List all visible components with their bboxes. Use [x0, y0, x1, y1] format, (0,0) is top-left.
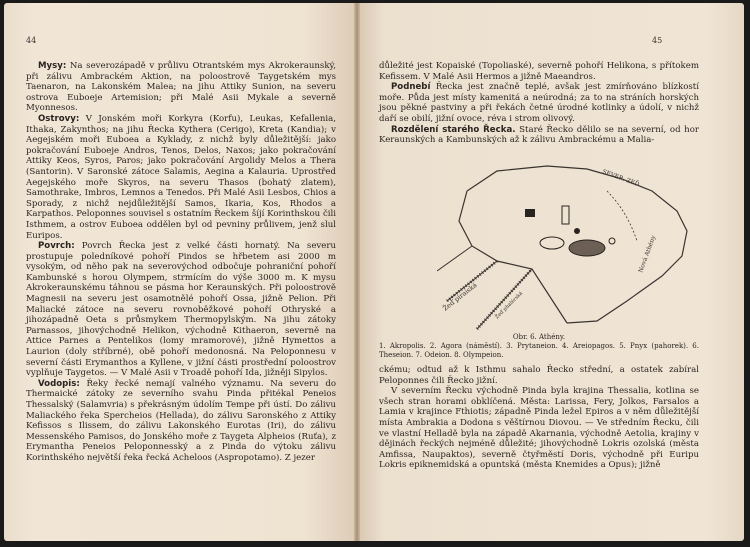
paragraph-text: Staré Řecko dělilo se na severní, od hor Keraunských a Kambunských až k zálivu Ambrackému a Malia-: [379, 124, 699, 146]
right-page-text-bottom: [379, 365, 699, 471]
paragraph-text: Řeky řecké nemají valného významu. Na severu do Thermaické zátoky ze severního svahu Pinda přitékal Peneios Thessalský (Salamvria) s překrásným údolím Tempe při ústí. Do zálivu Maliackého řeka Spercheios (Hellada), do zálivu Saronského z Attiky Kefissos s Ilissem, do zálivu Lakonského Eurotas (Iri), do zálivu Messenského Pamisos, do Jonského moře z Taygeta Alpheios (Ruťa), z Erymantha Peneios Peloponnesský a z Pinda do výtoku zálivu Korinthského největší řeka řecká Acheloos (Aspropotamo). Z jezer: [26, 378, 336, 463]
caption-text: 1. Akropolis. 2. Agora (náměstí). 3. Prytaneion. 4. Areiopagos. 5. Pnyx (pahorek). 6. Theseion. 7. Odeion. 8. Olympeion.: [379, 342, 699, 359]
paragraph-text: ckému; odtud až k Isthmu sahalo Řecko střední, a ostatek zabíral Peloponnes čili Řecko jižní.: [379, 365, 699, 386]
athens-map-figure: [437, 151, 722, 331]
map-acropolis-icon: [569, 240, 605, 256]
map-label: SEVER. ZEĎ: [601, 168, 641, 189]
section-heading: Povrch:: [38, 241, 75, 252]
right-page-text-top: [379, 61, 699, 146]
paragraph-text: Řecka jest značně teplé, avšak jest zmírňováno blízkostí moře. Půda jest místy kamenitá a neúrodná; za to na stráních horských jsou pěkné pastviny a při řekách četné úrodné kotlinky a údolí, v nichž daří se obilí, jižní ovoce, réva i strom olivový.: [379, 82, 699, 124]
map-label: Nová Athény: [637, 234, 658, 274]
paragraph: [379, 386, 699, 471]
paragraph-text: Povrch Řecka jest z velké části hornatý. Na severu prostupuje poledníkové pohoří Pindos se hřbetem asi 2000 m vysokým, od něho pak na severovýchod odbočuje pohraniční pohoří Kambunské s horou Olympem, strmícím do výše 3000 m. K mysu Akrokeraunskému táhnou se pásma hor Keraunských. Při poloostrově Magnesii na severu jest osamotnělé pohoří Ossa, jižně Pelion. Při Maliacké zátoce na severu rovnoběžkové pohoří Othryské a jihozápadně Oeta s průsmykem Thermopylským. Na jihu zátoky Parnassos, jihovýchodně Helikon, východně Kithaeron, severně na Attice Parnes a Pentelikos (lomy mramorové), jižně Hymettos a Laurion (doly stříbrné), obě pohoří medonosná. Na Peloponnesu v severní části Erymanthos a Kyllene, v jižní části prostřední poloostrov vyplňuje Taygetos. — V Malé Asii v Troadě pohoří Ida, jižněji Sipylos.: [26, 241, 336, 379]
paragraph-text: V severním Řecku východně Pinda byla krajina Thessalia, kotlina se všech stran horami obklíčená. Města: Larissa, Fery, Jolkos, Farsalos a Lamia v krajince Fthiotis; západně Pinda ležel Epiros a v něm důležitější místa Ambrakia a Dodona s věštírnou Diovou. — Ve středním Řecku, čili ve vlastní Helladě byla na západě Akarnania, východně Aetolia, krajiny v dějinách řeckých nejméně důležité; jihovýchodně Lokris ozolská (města Amfissa, Naupaktos), severně čtyřměstí Doris, východně při Euripu Lokris epiknemidská a opuntská (města Knemides a Opus); jižně: [379, 386, 699, 471]
paragraph: [26, 241, 336, 379]
page-number: 45: [652, 36, 663, 45]
right-page: [357, 3, 744, 541]
paragraph: [379, 61, 699, 82]
paragraph: [379, 365, 699, 386]
section-heading: Ostrovy:: [38, 113, 80, 124]
map-hill-icon: [540, 237, 564, 249]
paragraph-text: Na severozápadě v průlivu Otrantském mys Akrokeraunský, při zálivu Ambrackém Aktion, na poloostrově Taygetském mys Taenaron, na Lakonském Malea; na jihu Attiky Sunion, na severu ostrova Euboeje Artemision; při Malé Asii Mykale a severně Myonnesos.: [26, 61, 336, 114]
section-heading: Mysy:: [38, 61, 67, 71]
section-heading: Vodopis:: [38, 378, 80, 389]
paragraph: [26, 379, 336, 464]
map-label: Žeď phalérská: [494, 290, 524, 321]
paragraph: [26, 114, 336, 241]
left-page: [4, 3, 357, 541]
book-spine: [354, 3, 360, 541]
map-building-icon: [525, 209, 535, 217]
caption-title: Obr. 6. Athény.: [512, 333, 566, 341]
figure-caption: [379, 333, 699, 360]
map-label: Žeď piraiská: [441, 281, 479, 313]
paragraph-text: důležité jest Kopaiské (Topoliaské), severně pohoří Helikona, s přítokem Kefissem. V Malé Asii Hermos a jižně Maeandros.: [379, 61, 699, 82]
paragraph: [26, 61, 336, 114]
paragraph: [379, 125, 699, 146]
page-number: 44: [26, 36, 37, 45]
map-agora-icon: [562, 206, 569, 224]
section-heading: Podnebí: [391, 82, 431, 93]
paragraph-text: V Jonském moři Korkyra (Korfu), Leukas, Kefallenia, Ithaka, Zakynthos; na jihu Řecka Kythera (Cerigo), Kreta (Kandia); v Aegejském moři Euboea a Kyklady, z nichž byly důležitější: jako pokračování Euboeje Andros, Tenos, Delos, Naxos; jako pokračování Attiky Keos, Syros, Paros; jako pokračování Argolidy Melos a Thera (Santorin). V Saronské zátoce Salamis, Aegina a Kalauria. Uprostřed Aegejského moře Skyros, na severu Thasos (bohatý zlatem), Samothrake, Imbros, Lemnos a Tenedos. Při Malé Asii Lesbos, Chios a Sporady, z nichž nejdůležitější Samos, Ikaria, Kos, Rhodos a Karpathos. Peloponnes souvisel s ostatním Řeckem šíjí Korinthskou čili Isthmem, a ostrov Euboea oddělen byl od pevniny průlivem, jenž slul Euripos.: [26, 113, 337, 241]
paragraph: [379, 82, 699, 124]
left-page-text: [26, 61, 336, 464]
section-heading: Rozdělení starého Řecka.: [391, 124, 516, 135]
